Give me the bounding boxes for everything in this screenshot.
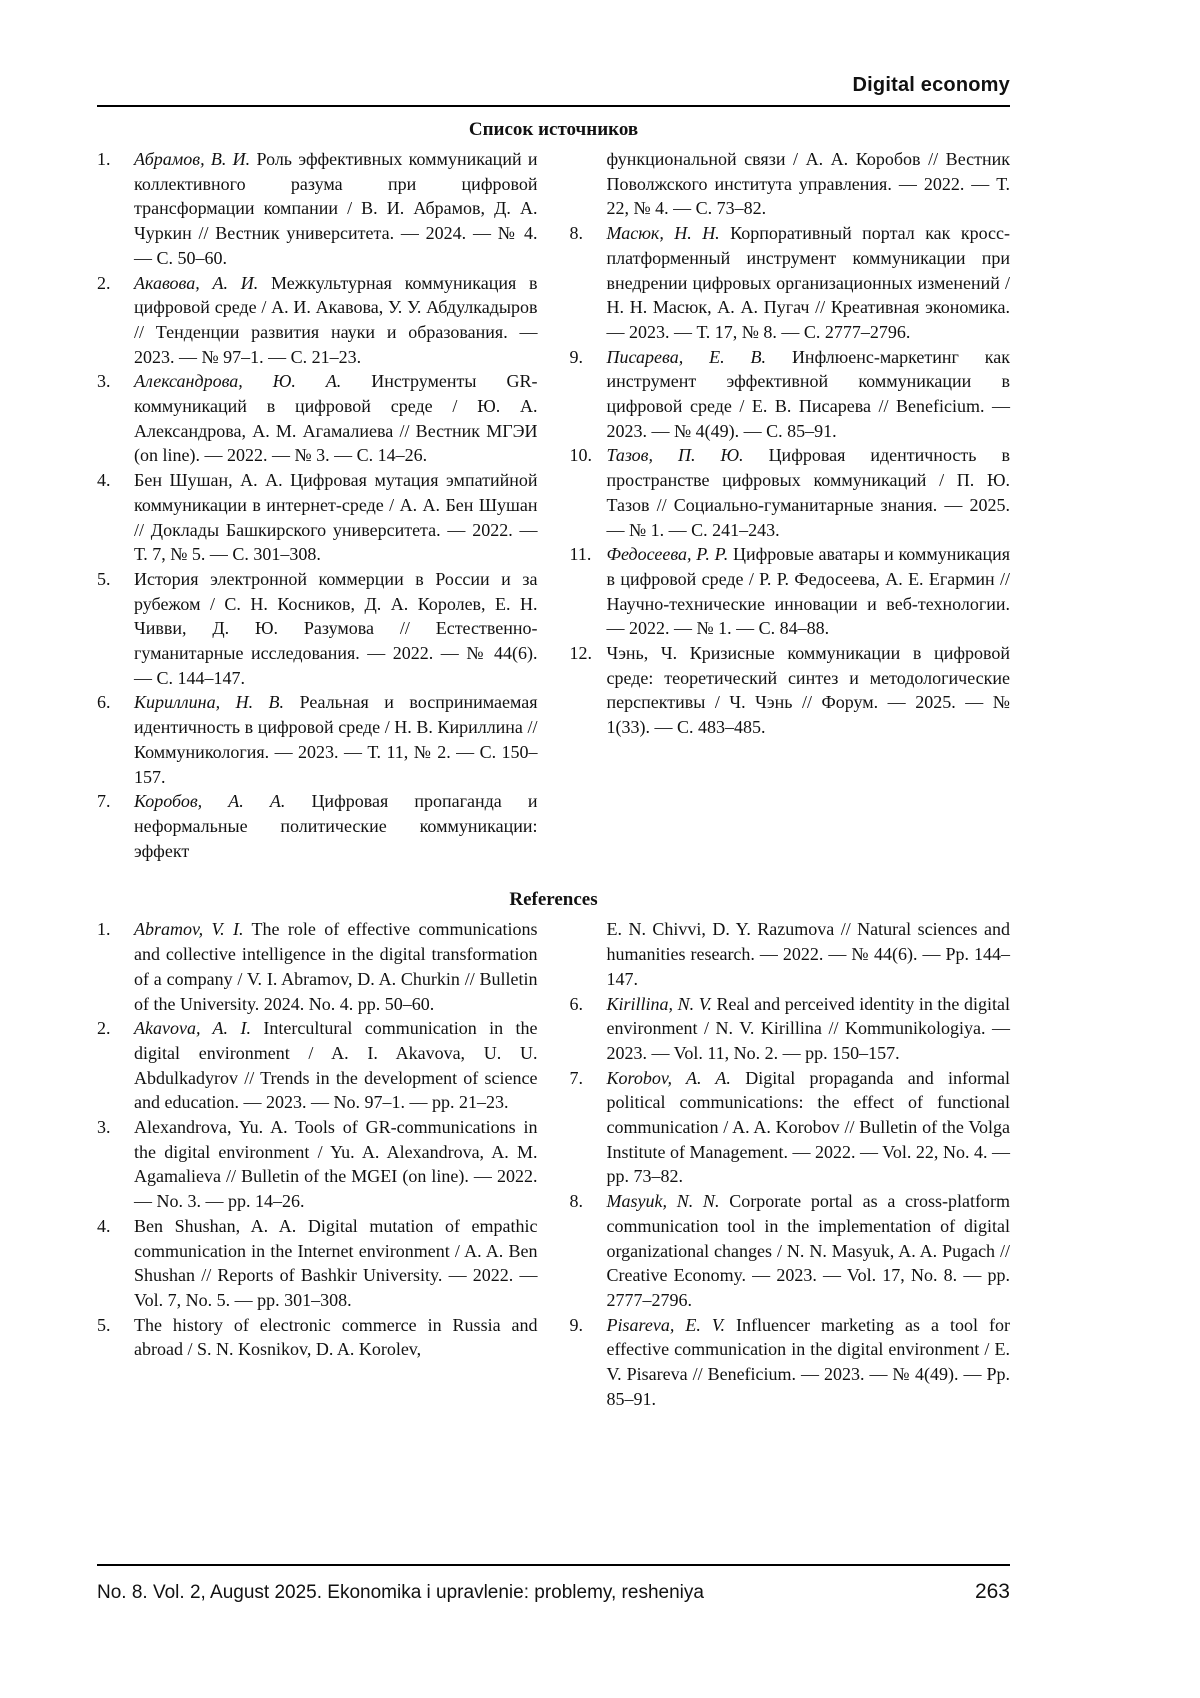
reference-number: 10. — [569, 445, 592, 466]
reference-number: 11. — [569, 544, 592, 565]
reference-text: Инфлюенс-маркетинг как инструмент эффективной коммуникации в цифровой среде / Е. В. Писарева // Beneficium. — 2023. — № 4(49). — С. 85–91. — [606, 346, 1010, 441]
reference-author: Федосеева, Р. Р. — [606, 544, 729, 565]
reference-entry — [97, 369, 538, 468]
reference-text: Цифровая пропаганда и неформальные политические коммуникации: эффект — [134, 791, 538, 861]
reference-number: 7. — [569, 1067, 583, 1088]
reference-number: 3. — [97, 371, 111, 392]
sources-title: Список источников — [468, 119, 639, 140]
reference-author: Masyuk, N. N. — [606, 1191, 720, 1212]
reference-entry — [570, 641, 1011, 740]
page-number: 263 — [974, 1580, 1010, 1603]
reference-author: Абрамов, В. И. — [134, 149, 251, 169]
reference-entry — [97, 1214, 538, 1313]
references-right-column — [570, 917, 1011, 1411]
reference-entry — [570, 1066, 1011, 1190]
reference-author: Korobov, A. A. — [606, 1067, 731, 1088]
reference-text: История электронной коммерции в России и за рубежом / С. Н. Косников, Д. А. Королев, Е. Н. Чивви, Д. Ю. Разумова // Естественно-гуманитарные исследования. — 2022. — № 44(6). — С. 144–147. — [134, 568, 538, 688]
reference-number: 6. — [569, 993, 583, 1014]
footer — [97, 1564, 1010, 1604]
reference-text: Цифровая идентичность в пространстве цифровых коммуникаций / П. Ю. Тазов // Социально-гуманитарные знания. — 2025. — № 1. — С. 241–243. — [606, 445, 1011, 540]
references-section — [97, 889, 1010, 1411]
reference-text: Corporate portal as a cross-platform communication tool in the implementation of digital organizational changes / N. N. Masyuk, A. A. Pugach // Creative Economy. — 2023. — Vol. 17, No. 8. — pp. 2777–2796. — [606, 1191, 1010, 1310]
header-rule — [97, 105, 1010, 107]
reference-number: 2. — [97, 1018, 111, 1039]
reference-entry — [97, 147, 538, 271]
reference-text: Real and perceived identity in the digital environment / N. V. Kirillina // Kommunikologiya. — 2023. — Vol. 11, No. 2. — pp. 150–157. — [606, 993, 1011, 1063]
reference-number: 3. — [97, 1117, 111, 1138]
reference-text: E. N. Chivvi, D. Y. Razumova // Natural sciences and humanities research. — 2022. — № 44(6). — Pp. 144–147. — [606, 919, 1010, 989]
reference-text: Intercultural communication in the digital environment / A. I. Akavova, U. U. Abdulkadyrov // Trends in the development of science and education. — 2023. — No. 97–1. — pp. 21–23. — [134, 1018, 538, 1113]
running-title: Digital economy — [852, 74, 1010, 96]
reference-entry — [97, 1313, 538, 1362]
footer-issue-line: No. 8. Vol. 2, August 2025. Ekonomika i upravlenie: problemy, resheniya — [97, 1582, 704, 1603]
reference-text: Межкультурная коммуникация в цифровой среде / А. И. Акавова, У. У. Абдулкадыров // Тенденции развития науки и образования. — 2023. — № 97–1. — С. 21–23. — [134, 272, 538, 367]
reference-entry — [570, 345, 1011, 444]
reference-author: Коробов, А. А. — [134, 791, 286, 812]
reference-text: Alexandrova, Yu. A. Tools of GR-communications in the digital environment / Yu. A. Alexandrova, A. M. Agamalieva // Bulletin of the MGEI (on line). — 2022. — No. 3. — pp. 14–26. — [134, 1117, 538, 1212]
reference-number: 5. — [97, 568, 111, 589]
reference-number: 8. — [569, 223, 583, 244]
reference-entry — [97, 690, 538, 789]
reference-entry — [97, 1016, 538, 1115]
reference-author: Abramov, V. I. — [134, 919, 244, 940]
reference-number: 9. — [569, 1314, 583, 1335]
reference-author: Kirillina, N. V. — [606, 993, 712, 1014]
references-left-column — [97, 917, 538, 1411]
reference-entry — [570, 542, 1011, 641]
reference-entry — [570, 147, 1011, 221]
reference-author: Акавова, А. И. — [134, 272, 259, 293]
reference-entry — [570, 1189, 1011, 1313]
references-title: References — [509, 889, 598, 911]
reference-entry — [97, 271, 538, 370]
reference-number: 1. — [97, 919, 111, 940]
reference-author: Akavova, A. I. — [134, 1018, 251, 1039]
reference-text: Роль эффективных коммуникаций и коллективного разума при цифровой трансформации компании / В. И. Абрамов, Д. А. Чуркин // Вестник университета. — 2024. — № 4. — С. 50–60. — [134, 149, 538, 268]
reference-number: 4. — [97, 470, 111, 491]
sources-section — [97, 119, 1010, 863]
reference-entry — [97, 567, 538, 691]
reference-author: Александрова, Ю. А. — [134, 371, 342, 392]
reference-text: функциональной связи / А. А. Коробов // Вестник Поволжского института управления. — 2022. — Т. 22, № 4. — С. 73–82. — [606, 149, 1010, 219]
reference-number: 12. — [569, 643, 592, 664]
reference-text: Корпоративный портал как кросс-платформенный инструмент коммуникации при внедрении цифровых организационных изменений / Н. Н. Масюк, А. А. Пугач // Креативная экономика. — 2023. — Т. 17, № 8. — С. 2777–2796. — [606, 223, 1011, 342]
reference-text: The role of effective communications and collective intelligence in the digital transformation of a company / V. I. Abramov, D. A. Churkin // Bulletin of the University. 2024. No. 4. pp. 50–60. — [134, 919, 538, 1014]
reference-text: The history of electronic commerce in Russia and abroad / S. N. Kosnikov, D. A. Korolev, — [134, 1314, 538, 1360]
reference-text: Digital propaganda and informal political communications: the effect of functional communication / A. A. Korobov // Bulletin of the Volga Institute of Management. — 2022. — Vol. 22, No. 4. — pp. 73–82. — [606, 1067, 1011, 1187]
reference-entry — [570, 443, 1011, 542]
reference-text: Influencer marketing as a tool for effective communication in the digital environment / E. V. Pisareva // Beneficium. — 2023. — № 4(49). — Pp. 85–91. — [606, 1314, 1010, 1409]
reference-entry — [97, 789, 538, 863]
reference-text: Реальная и воспринимаемая идентичность в цифровой среде / Н. В. Кириллина // Коммуникология. — 2023. — Т. 11, № 2. — С. 150–157. — [134, 692, 538, 787]
reference-author: Тазов, П. Ю. — [606, 445, 744, 466]
reference-number: 1. — [97, 149, 111, 169]
reference-author: Писарева, Е. В. — [606, 346, 767, 367]
reference-number: 4. — [97, 1215, 111, 1236]
reference-author: Кириллина, Н. В. — [134, 692, 285, 713]
reference-number: 8. — [569, 1191, 583, 1212]
reference-number: 5. — [97, 1314, 111, 1335]
reference-author: Pisareva, E. V. — [606, 1314, 726, 1335]
reference-text: Бен Шушан, А. А. Цифровая мутация эмпатийной коммуникации в интернет-среде / А. А. Бен Шушан // Доклады Башкирского университета. — 2022. — Т. 7, № 5. — С. 301–308. — [134, 470, 538, 565]
reference-number: 7. — [97, 791, 111, 812]
reference-entry — [97, 468, 538, 567]
reference-text: Цифровые аватары и коммуникация в цифровой среде / Р. Р. Федосеева, А. Е. Егармин // Научно-технические инновации и веб-технологии. — 2022. — № 1. — С. 84–88. — [606, 544, 1011, 639]
reference-number: 2. — [97, 272, 111, 293]
reference-entry — [97, 1115, 538, 1214]
reference-author: Масюк, Н. Н. — [606, 223, 720, 244]
reference-entry — [570, 917, 1011, 991]
reference-entry — [570, 992, 1011, 1066]
page-content — [97, 0, 1010, 1411]
sources-left-column — [97, 147, 538, 863]
reference-text: Инструменты GR-коммуникаций в цифровой среде / Ю. А. Александрова, А. М. Агамалиева // Вестник МГЭИ (on line). — 2022. — № 3. — С. 14–26. — [134, 371, 538, 466]
sources-right-column — [570, 147, 1011, 863]
reference-text: Ben Shushan, A. A. Digital mutation of empathic communication in the Internet environment / A. A. Ben Shushan // Reports of Bashkir University. — 2022. — Vol. 7, No. 5. — pp. 301–308. — [134, 1215, 538, 1310]
reference-text: Чэнь, Ч. Кризисные коммуникации в цифровой среде: теоретический синтез и методологические перспективы / Ч. Чэнь // Форум. — 2025. — № 1(33). — С. 483–485. — [606, 643, 1010, 738]
reference-number: 6. — [97, 692, 111, 713]
sources-columns — [97, 147, 1010, 863]
reference-entry — [570, 1313, 1011, 1412]
reference-number: 9. — [569, 346, 583, 367]
references-columns — [97, 917, 1010, 1411]
reference-entry — [570, 221, 1011, 345]
reference-entry — [97, 917, 538, 1016]
